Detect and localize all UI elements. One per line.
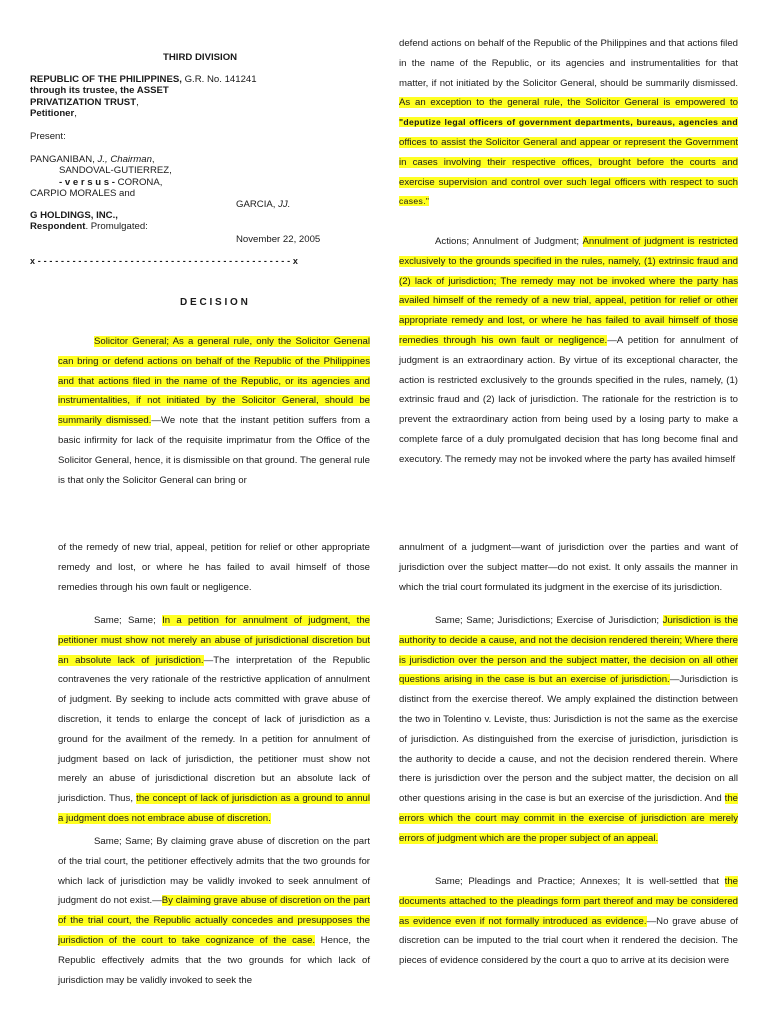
comma: , [136,96,139,108]
highlighted-text: In a petition for annulment of judgment, the petitioner must show not merely an abuse of jurisdictional discretion but an absolute lack of jurisdiction. [58,615,370,666]
highlighted-text: Jurisdiction is the authority to decide a cause, and not the decision rendered therein; Where there is jurisdiction over the person and the subject matter, the decision on all other questions arising in the case is but an exercise of jurisdiction. [399,615,738,686]
division-heading: THIRD DIVISION [163,52,238,63]
syllabus-paragraph [399,611,738,849]
comma: , [74,108,77,120]
syllabus-paragraph [58,538,370,597]
paragraph-text: annulment of a judgment—want of jurisdiction over the parties and want of jurisdiction over the subject matter—do not exist. It only assails the manner in which the trial court formulated its judgment in the exercise of its jurisdiction. [399,542,738,593]
paragraph-text: —Jurisdiction is distinct from the exercise thereof. We amply explained the distinction between the two in Tolentino v. Leviste, thus: Jurisdiction is not the same as the exercise of jurisdiction. As distinguished from the exercise of jurisdiction, jurisdiction is the authority to decide a cause, and not the decision rendered therein. Where there is jurisdiction over the person and the subject matter, the decision on all other questions arising in the case is but an exercise of the jurisdiction. And [399,674,738,805]
respondent-name: G HOLDINGS, INC., [30,210,118,221]
promulgation-date: November 22, 2005 [236,234,321,245]
jj-title: JJ. [278,199,291,210]
separator-line: x - - - - - - - - - - - - - - - - - - - - - - - - - - - - - - - - - - - - - - - - - - - - x [30,256,299,266]
promulgated-label: . Promulgated: [85,221,148,233]
justice-garcia [236,199,290,210]
paragraph-text: —We note that the instant petition suffers from a basic infirmity for lack of the requisite imprimatur from the Office of the Solicitor General, hence, it is dismissible on that ground. The general rule is that only the Solicitor General can bring or [58,415,370,486]
petitioner-name: REPUBLIC OF THE PHILIPPINES, [30,74,182,85]
syllabus-paragraph [399,34,738,212]
case-caption [30,74,350,120]
justice-carpio: CARPIO MORALES and [30,188,136,200]
highlighted-text: Annulment of judgment is restricted exclusively to the grounds specified in the rules, namely, (1) extrinsic fraud and (2) lack of jurisdiction; The remedy may not be invoked where the party has availed himself of the remedy of a new trial, appeal, petition for relief or other appropriate remedy and lost, or where he has failed to avail himself of those remedies through his own fault or negligence. [399,236,738,346]
paragraph-text: Same; Same; By claiming grave abuse of discretion on the part of the trial court, the petitioner effectively admits that the two grounds for which lack of jurisdiction may be validly invoked to seek annulment of judgment do not exist.— [58,836,370,907]
paragraph-text: Actions; Annulment of Judgment; [435,236,583,247]
respondent-block [30,210,350,233]
petitioner-label: Petitioner [30,108,75,120]
paragraph-text: Same; Pleadings and Practice; Annexes; It is well-settled that [435,876,725,887]
syllabus-paragraph [58,332,370,490]
syllabus-paragraph [399,872,738,971]
paragraph-text: —A petition for annulment of judgment is an extraordinary action. By virtue of its exceptional character, the action is restricted exclusively to the grounds specified in the rules, namely, (1) extrinsic fraud and (2) lack of jurisdiction. The rationale for the restriction is to prevent the extraordinary action from being used by a losing party to make a complete farce of a duly promulgated decision that has long become final and executory. The remedy may not be invoked where the party has availed himself [399,334,739,465]
chairman-title: J., Chairman [97,154,152,165]
petitioner-line-3: PRIVATIZATION TRUST [30,96,137,108]
highlighted-text: the documents attached to the pleadings form part thereof and may be considered as evidence even if not formally introduced as evidence. [399,876,738,927]
paragraph-text: defend actions on behalf of the Republic of the Philippines and that actions filed in the name of the Republic, or its agencies and instrumentalities for that matter, if not initiated by the Solicitor General, should be summarily dismissed. [399,38,738,89]
gr-number: G.R. No. 141241 [181,74,257,85]
highlighted-text: "deputize legal officers of government departments, bureaus, agencies and [399,117,738,128]
paragraph-text: Same; Same; Jurisdictions; Exercise of Jurisdiction; [435,615,663,626]
highlighted-text: the errors which the court may commit in the exercise of jurisdiction are merely errors of judgment which are the proper subject of an appeal. [399,793,738,844]
highlighted-text: As an exception to the general rule, the Solicitor General is empowered to [399,97,738,109]
paragraph-text: Same; Same; [94,615,163,626]
comma: , [151,154,155,165]
syllabus-paragraph [58,611,370,829]
syllabus-paragraph [58,832,370,990]
paragraph-text: of the remedy of new trial, appeal, petition for relief or other appropriate remedy and lost, or where he has failed to avail himself of those remedies through his own fault or negligence. [58,542,370,593]
petitioner-line-2: through its trustee, the ASSET [30,85,169,97]
paragraph-text: —The interpretation of the Republic contravenes the very rationale of the restrictive application of annulment of judgment. By seeking to include acts committed with grave abuse of discretion, it tends to enlarge the concept of lack of jurisdiction as a ground for the availment of the remedy. In a petition for annulment of judgment based on lack of jurisdiction, the petitioner must show not merely an abuse of jurisdictional discretion but an absolute lack of jurisdiction. Thus, [58,654,371,805]
highlighted-text: cases." [399,196,430,207]
justice-corona: CORONA, [114,176,163,188]
justice-sandoval: SANDOVAL-GUTIERREZ, [59,165,172,177]
syllabus-paragraph [399,232,738,470]
highlighted-text: By claiming grave abuse of discretion on the part of the trial court, the Republic actually concedes and presupposes the jurisdiction of the court to take cognizance of the case. [58,895,370,946]
highlighted-text: Solicitor General; As a general rule, only the Solicitor Genenal can bring or defend actions on behalf of the Republic of the Philippines and that actions filed in the name of the Republic, or its agencies and instrumentalities, if not initiated by the Solicitor General, should be summarily dismissed. [58,336,370,427]
justice-panganiban: PANGANIBAN, [30,154,98,165]
garcia-name: GARCIA, [236,199,279,210]
decision-title: D E C I S I O N [180,297,248,308]
paragraph-text: Hence, the Republic effectively admits that the two grounds for which lack of jurisdiction may be validly invoked to seek the [58,934,370,986]
bench-list [30,154,370,200]
highlighted-text: offices to assist the Solicitor General and appear or represent the Government in cases involving their respective offices, brought before the courts and exercise supervision and control over such legal officers with respect to such [399,136,738,188]
paragraph-text: —No grave abuse of discretion can be imputed to the trial court when it rendered the decision. The pieces of evidence considered by the court a quo to arrive at its decision were [399,915,738,967]
present-label: Present: [30,131,66,142]
versus: - v e r s u s - [59,176,115,188]
syllabus-paragraph [399,538,738,597]
highlighted-text: the concept of lack of jurisdiction as a ground to annul a judgment does not embrace abuse of discretion. [58,793,371,824]
respondent-label: Respondent [30,221,86,233]
